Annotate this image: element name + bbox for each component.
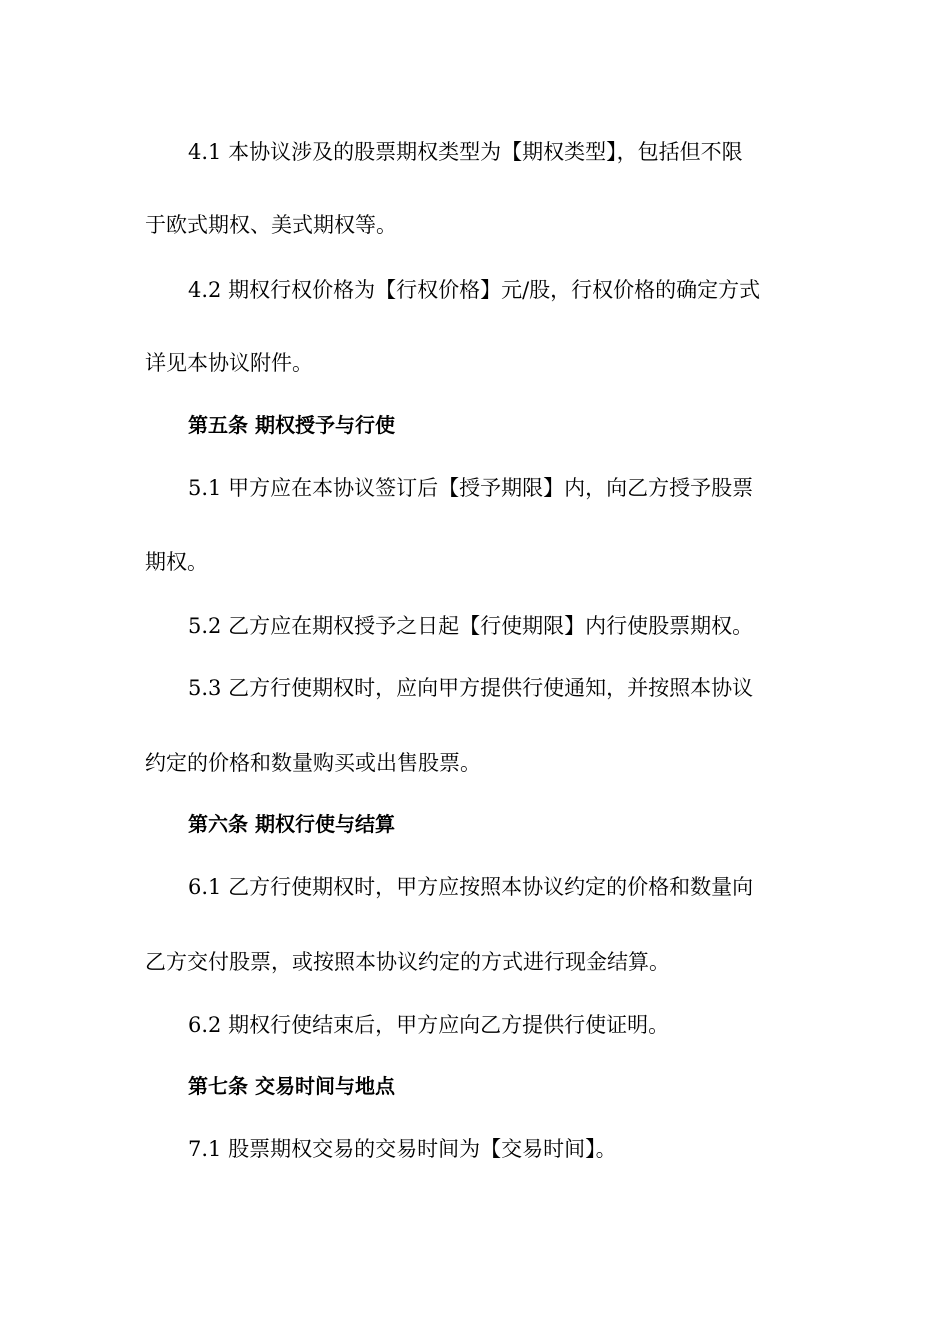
clause-5-2-line-1: 5.2 乙方应在期权授予之日起【行使期限】内行使股票期权。 (188, 614, 754, 638)
article-7-heading: 第七条 交易时间与地点 (188, 1074, 395, 1098)
clause-4-2-line-1: 4.2 期权行权价格为【行权价格】元/股，行权价格的确定方式 (188, 278, 761, 302)
clause-6-1-line-1: 6.1 乙方行使期权时，甲方应按照本协议约定的价格和数量向 (188, 875, 754, 899)
clause-6-1-line-2: 乙方交付股票，或按照本协议约定的方式进行现金结算。 (145, 950, 670, 974)
clause-4-2-line-2: 详见本协议附件。 (145, 351, 313, 375)
article-6-heading: 第六条 期权行使与结算 (188, 812, 395, 836)
clause-5-3-line-1: 5.3 乙方行使期权时，应向甲方提供行使通知，并按照本协议 (188, 676, 754, 700)
clause-5-3-line-2: 约定的价格和数量购买或出售股票。 (145, 751, 481, 775)
clause-5-1-line-1: 5.1 甲方应在本协议签订后【授予期限】内，向乙方授予股票 (188, 476, 754, 500)
clause-4-1-line-1: 4.1 本协议涉及的股票期权类型为【期权类型】，包括但不限 (188, 140, 743, 164)
clause-4-1-line-2: 于欧式期权、美式期权等。 (145, 213, 397, 237)
clause-7-1-line-1: 7.1 股票期权交易的交易时间为【交易时间】。 (188, 1137, 617, 1161)
clause-6-2-line-1: 6.2 期权行使结束后，甲方应向乙方提供行使证明。 (188, 1013, 670, 1037)
clause-5-1-line-2: 期权。 (145, 550, 208, 574)
article-5-heading: 第五条 期权授予与行使 (188, 413, 395, 437)
